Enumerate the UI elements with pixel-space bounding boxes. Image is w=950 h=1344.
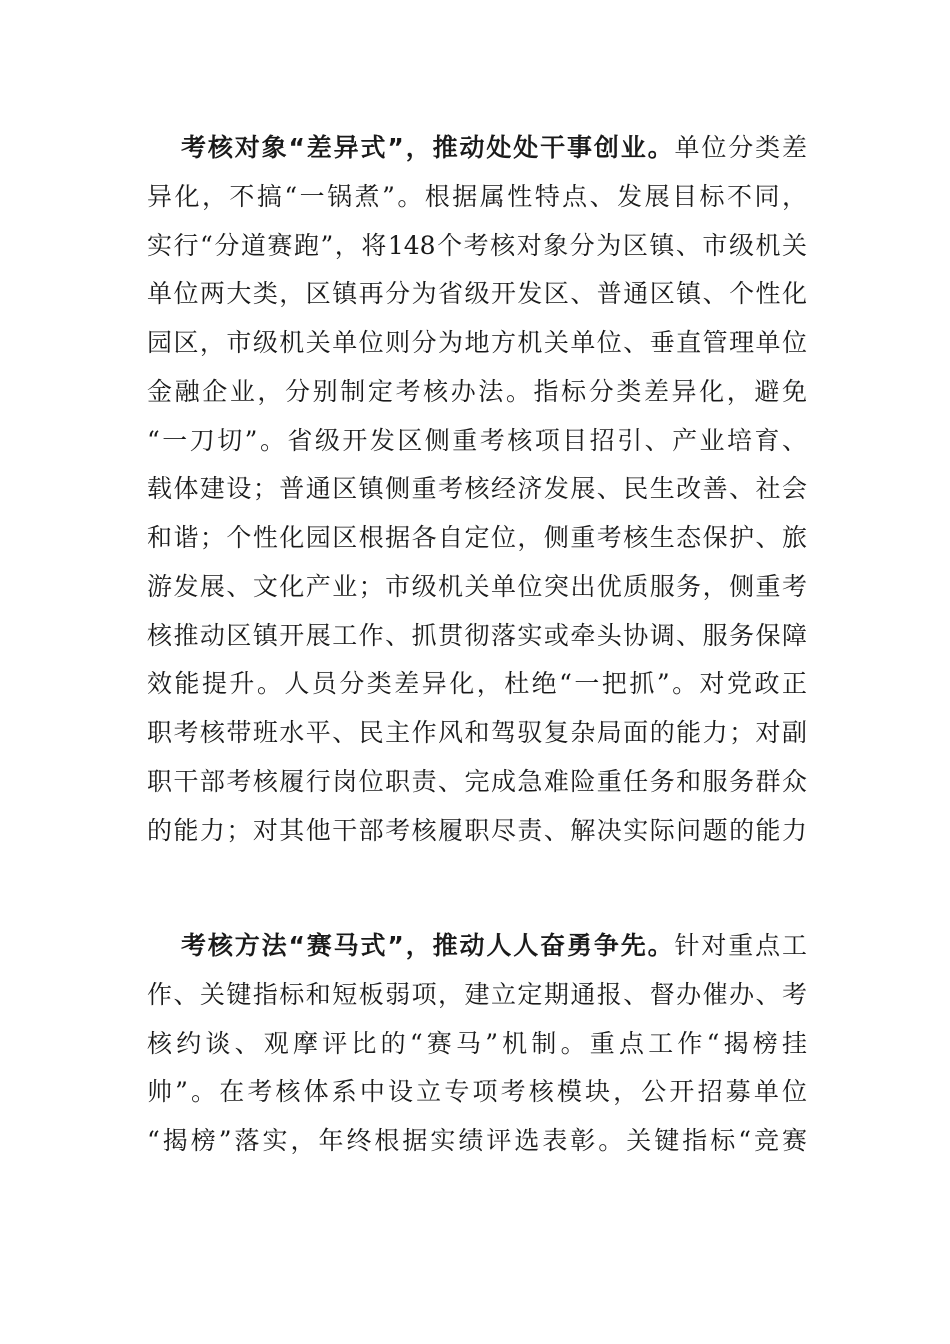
text-line: 的能力；对其他干部考核履职尽责、解决实际问题的能力 [147,815,807,845]
paragraph-heading: 考核对象“差异式”，推动处处干事创业。 [181,133,675,162]
text-line: 职干部考核履行岗位职责、完成急难险重任务和服务群众 [147,766,807,796]
text-line [147,922,807,971]
text-line: 园区，市级机关单位则分为地方机关单位、垂直管理单位 [147,328,807,357]
text-line: 帅”。在考核体系中设立专项考核模块，公开招募单位 [147,1077,807,1107]
text-line: “揭榜”落实，年终根据实绩评选表彰。关键指标“竞赛 [147,1126,807,1155]
text-line: 核推动区镇开展工作、抓贯彻落实或牵头协调、服务保障 [147,620,807,650]
text-line: 职考核带班水平、民主作风和驾驭复杂局面的能力；对副 [147,718,807,747]
text-line: 效能提升。人员分类差异化，杜绝“一把抓”。对党政正 [147,669,807,699]
text-line: 金融企业，分别制定考核办法。指标分类差异化，避免 [147,376,807,406]
text-run: 针对重点工 [674,931,807,960]
text-line: 作、关键指标和短板弱项，建立定期通报、督办催办、考 [147,979,807,1009]
text-line: 游发展、文化产业；市级机关单位突出优质服务，侧重考 [147,571,807,601]
text-line: 和谐；个性化园区根据各自定位，侧重考核生态保护、旅 [147,523,807,552]
paragraph-assessment-objects [147,124,807,855]
text-line: “一刀切”。省级开发区侧重考核项目招引、产业培育、 [147,425,807,455]
paragraph-heading: 考核方法“赛马式”，推动人人奋勇争先。 [181,931,675,960]
text-line [147,124,807,173]
text-run: 单位分类差 [674,133,807,162]
text-line: 核约谈、观摩评比的“赛马”机制。重点工作“揭榜挂 [147,1028,807,1058]
text-line: 载体建设；普通区镇侧重考核经济发展、民生改善、社会 [147,474,807,504]
paragraph-assessment-methods [147,922,807,1166]
text-line: 单位两大类，区镇再分为省级开发区、普通区镇、个性化 [147,279,807,309]
text-line: 异化，不搞“一锅煮”。根据属性特点、发展目标不同， [147,181,807,211]
text-line: 实行“分道赛跑”，将148个考核对象分为区镇、市级机关 [147,230,807,260]
